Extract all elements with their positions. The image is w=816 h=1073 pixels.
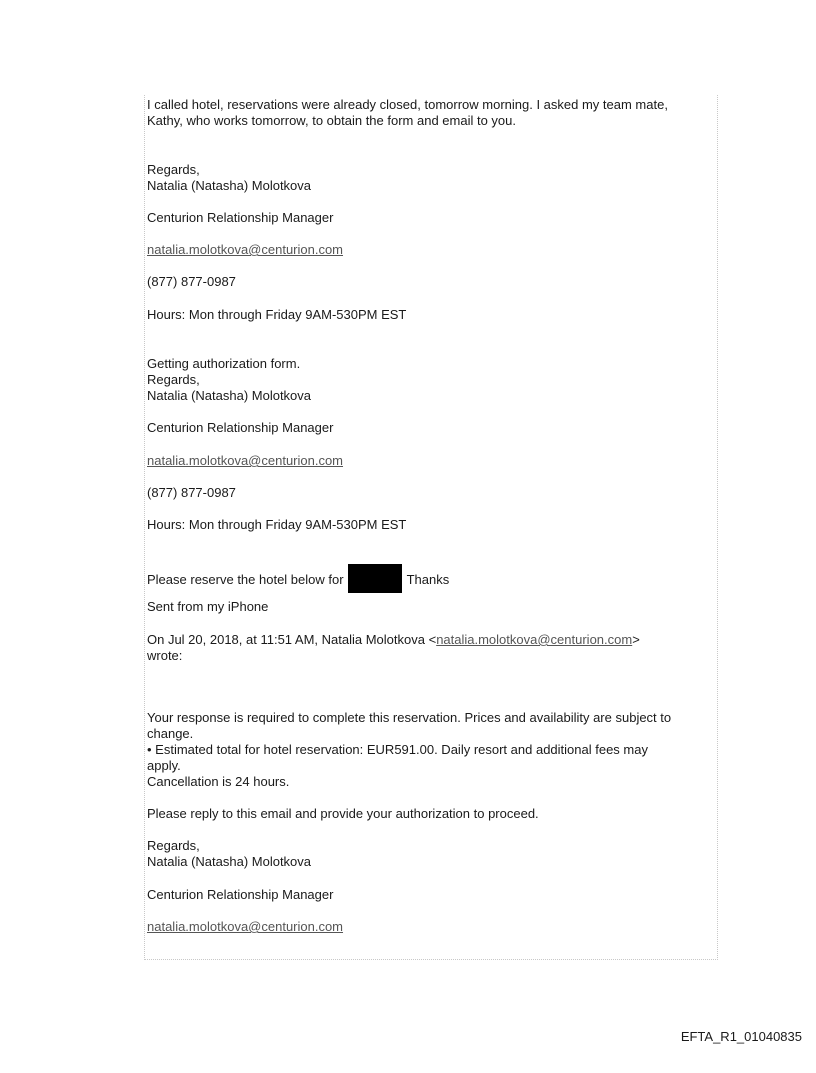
quote-header-prefix: On Jul 20, 2018, at 11:51 AM, Natalia Molotkova < bbox=[147, 632, 437, 647]
signature-2-title: Centurion Relationship Manager bbox=[147, 420, 334, 435]
signature-1-email-link[interactable] bbox=[147, 242, 343, 258]
signature-2-email-link[interactable] bbox=[147, 453, 343, 469]
reservation-notice-line-3: • Estimated total for hotel reservation: EUR591.00. Daily resort and additional fees may bbox=[147, 742, 648, 757]
reply-intro-line-2: Kathy, who works tomorrow, to obtain the form and email to you. bbox=[147, 113, 516, 128]
reserve-hotel-text: Please reserve the hotel below for bbox=[147, 571, 344, 587]
redaction-box bbox=[348, 564, 402, 593]
reserve-hotel-request bbox=[147, 566, 449, 595]
reservation-notice-line-4: apply. bbox=[147, 758, 181, 773]
signature-1-phone: (877) 877-0987 bbox=[147, 274, 236, 289]
reply-request: Please reply to this email and provide your authorization to proceed. bbox=[147, 806, 539, 821]
signature-3-regards: Regards, bbox=[147, 838, 200, 853]
quote-header-suffix: > bbox=[632, 632, 640, 647]
signature-1-regards: Regards, bbox=[147, 162, 200, 177]
signature-2-name: Natalia (Natasha) Molotkova bbox=[147, 388, 312, 403]
reservation-notice-line-1: Your response is required to complete this reservation. Prices and availability are subject to bbox=[147, 710, 672, 725]
sent-from-iphone: Sent from my iPhone bbox=[147, 599, 269, 614]
quote-header bbox=[147, 632, 640, 648]
signature-2-email[interactable]: natalia.molotkova@centurion.com bbox=[147, 453, 344, 468]
reply-intro-line-1: I called hotel, reservations were already closed, tomorrow morning. I asked my team mate, bbox=[147, 97, 668, 112]
signature-2-regards: Regards, bbox=[147, 372, 200, 387]
quote-header-email[interactable]: natalia.molotkova@centurion.com bbox=[436, 632, 633, 647]
signature-3-title: Centurion Relationship Manager bbox=[147, 887, 334, 902]
signature-3-name: Natalia (Natasha) Molotkova bbox=[147, 854, 312, 869]
document-id: EFTA_R1_01040835 bbox=[680, 1029, 802, 1044]
signature-3-email[interactable]: natalia.molotkova@centurion.com bbox=[147, 919, 344, 934]
signature-2-phone: (877) 877-0987 bbox=[147, 485, 236, 500]
signature-1-title: Centurion Relationship Manager bbox=[147, 210, 334, 225]
reservation-notice-line-5: Cancellation is 24 hours. bbox=[147, 774, 290, 789]
thanks-text: Thanks bbox=[406, 571, 450, 587]
quote-header-wrote: wrote: bbox=[147, 648, 183, 663]
getting-authorization-form: Getting authorization form. bbox=[147, 356, 301, 371]
signature-1-name: Natalia (Natasha) Molotkova bbox=[147, 178, 312, 193]
signature-1-email[interactable]: natalia.molotkova@centurion.com bbox=[147, 242, 344, 257]
signature-3-email-link[interactable] bbox=[147, 919, 343, 935]
signature-2-hours: Hours: Mon through Friday 9AM-530PM EST bbox=[147, 517, 407, 532]
reservation-notice-line-2: change. bbox=[147, 726, 194, 741]
signature-1-hours: Hours: Mon through Friday 9AM-530PM EST bbox=[147, 307, 407, 322]
